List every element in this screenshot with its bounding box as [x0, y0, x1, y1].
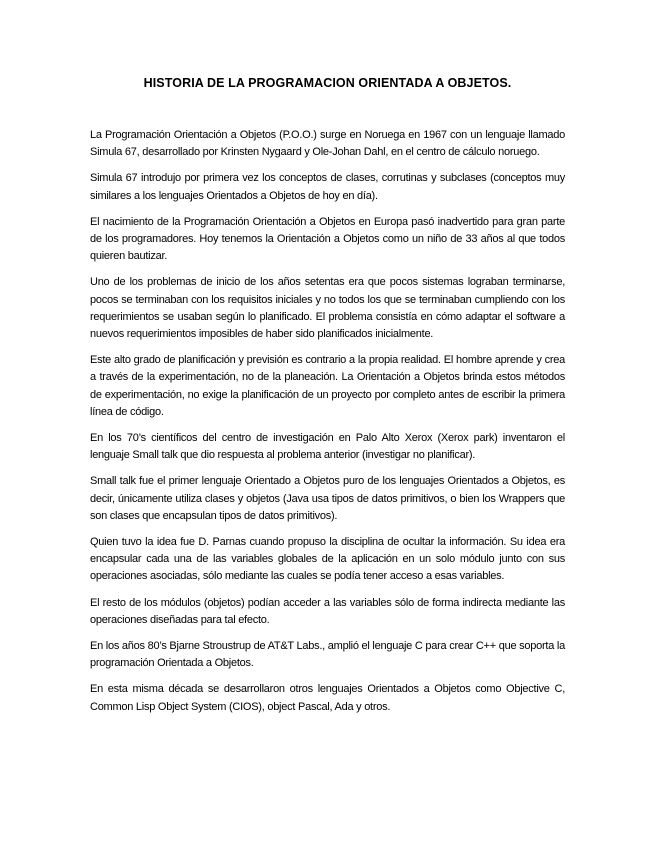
paragraph-11: En esta misma década se desarrollaron otros lenguajes Orientados a Objetos como Objective C, Common Lisp Object System (CIOS), object Pascal, Ada y otros. [90, 683, 565, 713]
paragraph-3: El nacimiento de la Programación Orientación a Objetos en Europa pasó inadvertido para gran parte de los programadores. Hoy tenemos la Orientación a Objetos como un niño de 33 años al que todos quieren bautizar. [90, 215, 565, 263]
paragraph-8: Quien tuvo la idea fue D. Parnas cuando propuso la disciplina de ocultar la información. Su idea era encapsular cada una de las variables globales de la aplicación en un solo módulo junto con sus operaciones asociadas, sólo mediante las cuales se podía tener acceso a esas variables. [90, 536, 565, 583]
paragraph-4: Uno de los problemas de inicio de los años setentas era que pocos sistemas lograban terminarse, pocos se terminaban con los requisitos iniciales y no todos los que se terminaban cumpliendo con los requerimientos se usaban según lo planificado. El problema consistía en cómo adaptar el software a nuevos requerimientos imposibles de haber sido planificados inicialmente. [90, 276, 565, 341]
paragraph-7: Small talk fue el primer lenguaje Orientado a Objetos puro de los lenguajes Orientados a Objetos, es decir, únicamente utiliza clases y objetos (Java usa tipos de datos primitivos, o bien los Wrappers que son clases que encapsulan tipos de datos primitivos). [90, 475, 565, 522]
page-title: HISTORIA DE LA PROGRAMACION ORIENTADA A OBJETOS. [143, 76, 512, 90]
paragraph-6: En los 70’s científicos del centro de investigación en Palo Alto Xerox (Xerox park) inventaron el lenguaje Small talk que dio respuesta al problema anterior (investigar no planificar). [90, 432, 565, 462]
paragraph-1: La Programación Orientación a Objetos (P.O.O.) surge en Noruega en 1967 con un lenguaje llamado Simula 67, desarrollado por Krinsten Nygaard y Ole-Johan Dahl, en el centro de cálculo noruego. [90, 129, 565, 159]
document-body [90, 127, 565, 725]
paragraph-10: En los años 80’s Bjarne Stroustrup de AT&T Labs., amplió el lenguaje C para crear C++ que soporta la programación Orientada a Objetos. [90, 640, 565, 670]
paragraph-9: El resto de los módulos (objetos) podían acceder a las variables sólo de forma indirecta mediante las operaciones diseñadas para tal efecto. [90, 596, 565, 626]
paragraph-2: Simula 67 introdujo por primera vez los conceptos de clases, corrutinas y subclases (conceptos muy similares a los lenguajes Orientados a Objetos de hoy en día). [90, 172, 565, 202]
paragraph-5: Este alto grado de planificación y previsión es contrario a la propia realidad. El hombre aprende y crea a través de la experimentación, no de la planeación. La Orientación a Objetos brinda estos métodos de experimentación, no exige la planificación de un proyecto por completo antes de escribir la primera línea de código. [90, 354, 565, 418]
